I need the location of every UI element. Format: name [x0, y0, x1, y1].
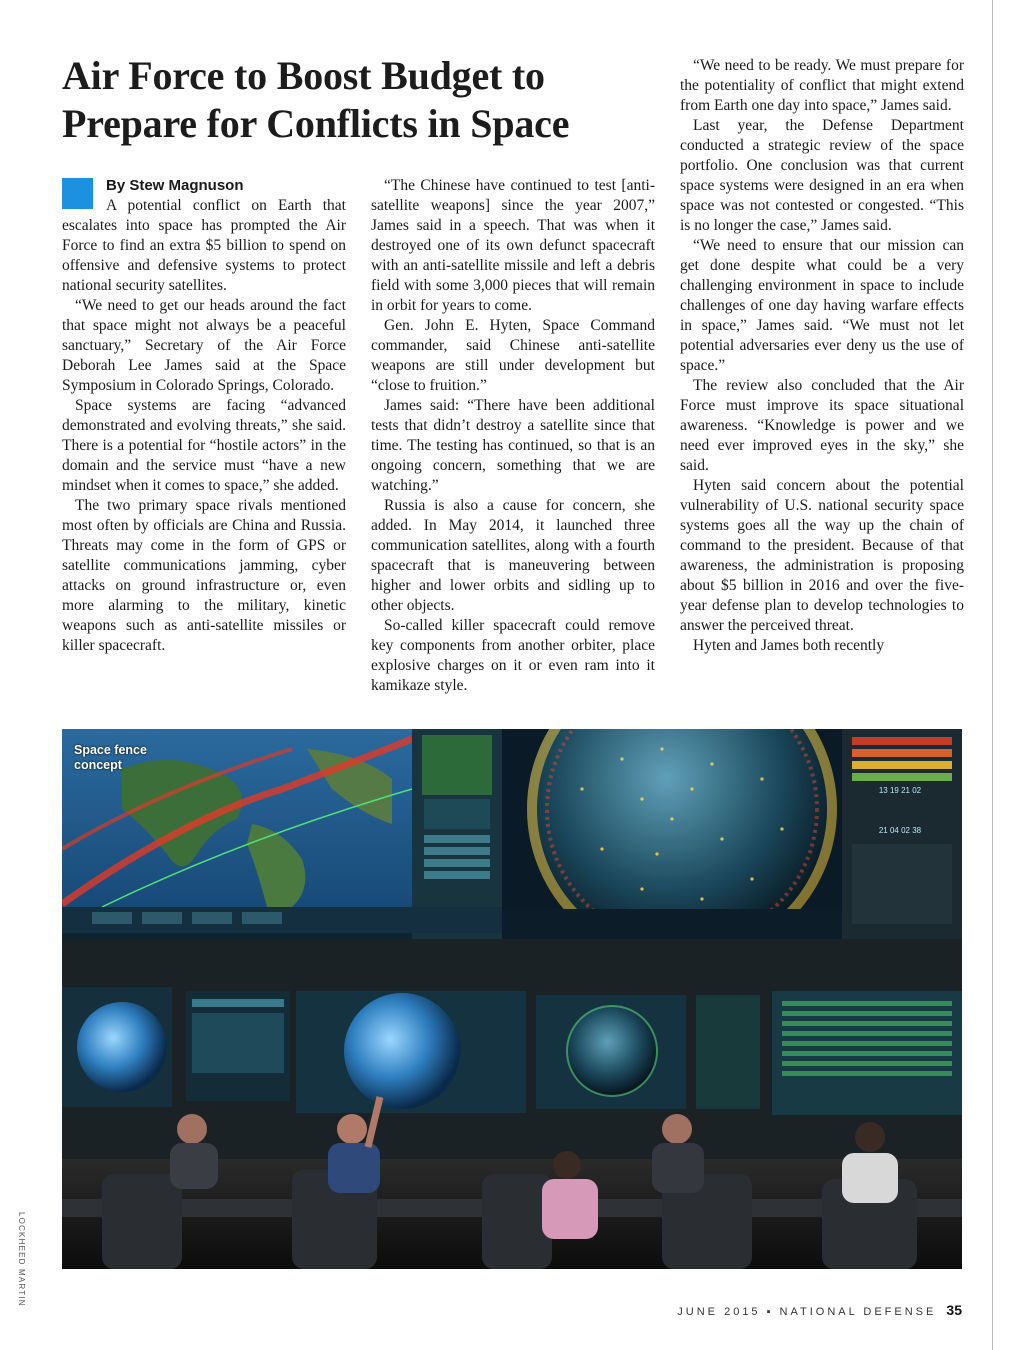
paragraph: “We need to get our heads around the fact that space might not always be a peaceful sanctuary,” Secretary of the Air Force Deborah Lee James said at the Space Symposium in Colorado Springs, Colorado.: [62, 297, 346, 394]
screen-readout-2: 21 04 02 38: [878, 826, 922, 835]
photo-caption: [74, 743, 147, 773]
paragraph: James said: “There have been additional tests that didn’t destroy a satellite since that time. The testing has continued, so that is an ongoing concern, something that we are watching.”: [371, 397, 655, 494]
article-column-2: [371, 176, 655, 696]
paragraph: The review also concluded that the Air Force must improve its space situational awareness. “Knowledge is power and we need ever improved eyes in the sky,” she said.: [680, 377, 964, 474]
section-marker-square: [62, 178, 93, 209]
caption-line-2: concept: [74, 758, 122, 772]
paragraph: The two primary space rivals mentioned most often by officials are China and Russia. Threats may come in the form of GPS or satellite communications jamming, cyber attacks on ground infrastructure or, even more alarming to the military, kinetic weapons such as anti-satellite missiles or killer spacecraft.: [62, 497, 346, 654]
paragraph: “We need to ensure that our mission can get done despite what could be a very challenging environment in space to include challenges of one day having warfare effects in space,” James said. “We must not let potential adversaries ever deny us the use of space.”: [680, 237, 964, 374]
screen-readout-1: 13 19 21 02: [878, 786, 922, 795]
lower-screen-5: [696, 995, 760, 1109]
footer-text: JUNE 2015 ▪ NATIONAL DEFENSE: [677, 1306, 937, 1318]
article-column-1: [62, 176, 346, 656]
page-footer: [677, 1302, 962, 1318]
photo-credit: LOCKHEED MARTIN: [17, 1212, 26, 1307]
article-headline: [62, 52, 662, 148]
paragraph: “The Chinese have continued to test [anti-satellite weapons] since the year 2007,” James said in a speech. That was when it destroyed one of its own defunct spacecraft with an anti-satellite missile and left a debris field with some 3,000 pieces that will remain in orbit for years to come.: [371, 177, 655, 314]
control-room-illustration: [62, 729, 962, 1269]
paragraph: “We need to be ready. We must prepare for the potentiality of conflict that might extend from Earth one day into space,” James said.: [680, 57, 964, 114]
paragraph: Space systems are facing “advanced demonstrated and evolving threats,” she said. There is a potential for “hostile actors” in the domain and the service must “have a new mindset when it comes to space,” she added.: [62, 397, 346, 494]
paragraph: Russia is also a cause for concern, she added. In May 2014, it launched three communication satellites, along with a fourth spacecraft that is maneuvering between higher and lower orbits and sidling up to other objects.: [371, 497, 655, 614]
space-fence-photo: [62, 729, 962, 1269]
article-column-3: [680, 56, 964, 656]
paragraph: Gen. John E. Hyten, Space Command commander, said Chinese anti-satellite weapons are still under development but “close to fruition.”: [371, 317, 655, 394]
page-edge-rule: [992, 0, 993, 1350]
headline-line-2: Prepare for Conflicts in Space: [62, 101, 570, 146]
paragraph: Hyten and James both recently: [693, 637, 885, 654]
caption-line-1: Space fence: [74, 743, 147, 757]
headline-line-1: Air Force to Boost Budget to: [62, 53, 545, 98]
byline: By Stew Magnuson: [106, 177, 244, 194]
paragraph: Hyten said concern about the potential vulnerability of U.S. national security space systems goes all the way up the chain of command to the president. Because of that awareness, the administration is proposing about $5 billion in 2016 and over the five-year defense plan to develop technologies to answer the perceived threat.: [680, 477, 964, 634]
paragraph: So-called killer spacecraft could remove key components from another orbiter, place explosive charges on it or even ram into it kamikaze style.: [371, 617, 655, 694]
paragraph: Last year, the Defense Department conducted a strategic review of the space portfolio. One conclusion was that current space systems were designed in an era when space was not contested or congested. “This is no longer the case,” James said.: [680, 117, 964, 234]
paragraph: A potential conflict on Earth that escalates into space has prompted the Air Force to find an extra $5 billion to spend on offensive and defensive systems to protect national security satellites.: [62, 197, 346, 294]
page-number: 35: [946, 1302, 962, 1318]
byline-row: [62, 176, 346, 196]
